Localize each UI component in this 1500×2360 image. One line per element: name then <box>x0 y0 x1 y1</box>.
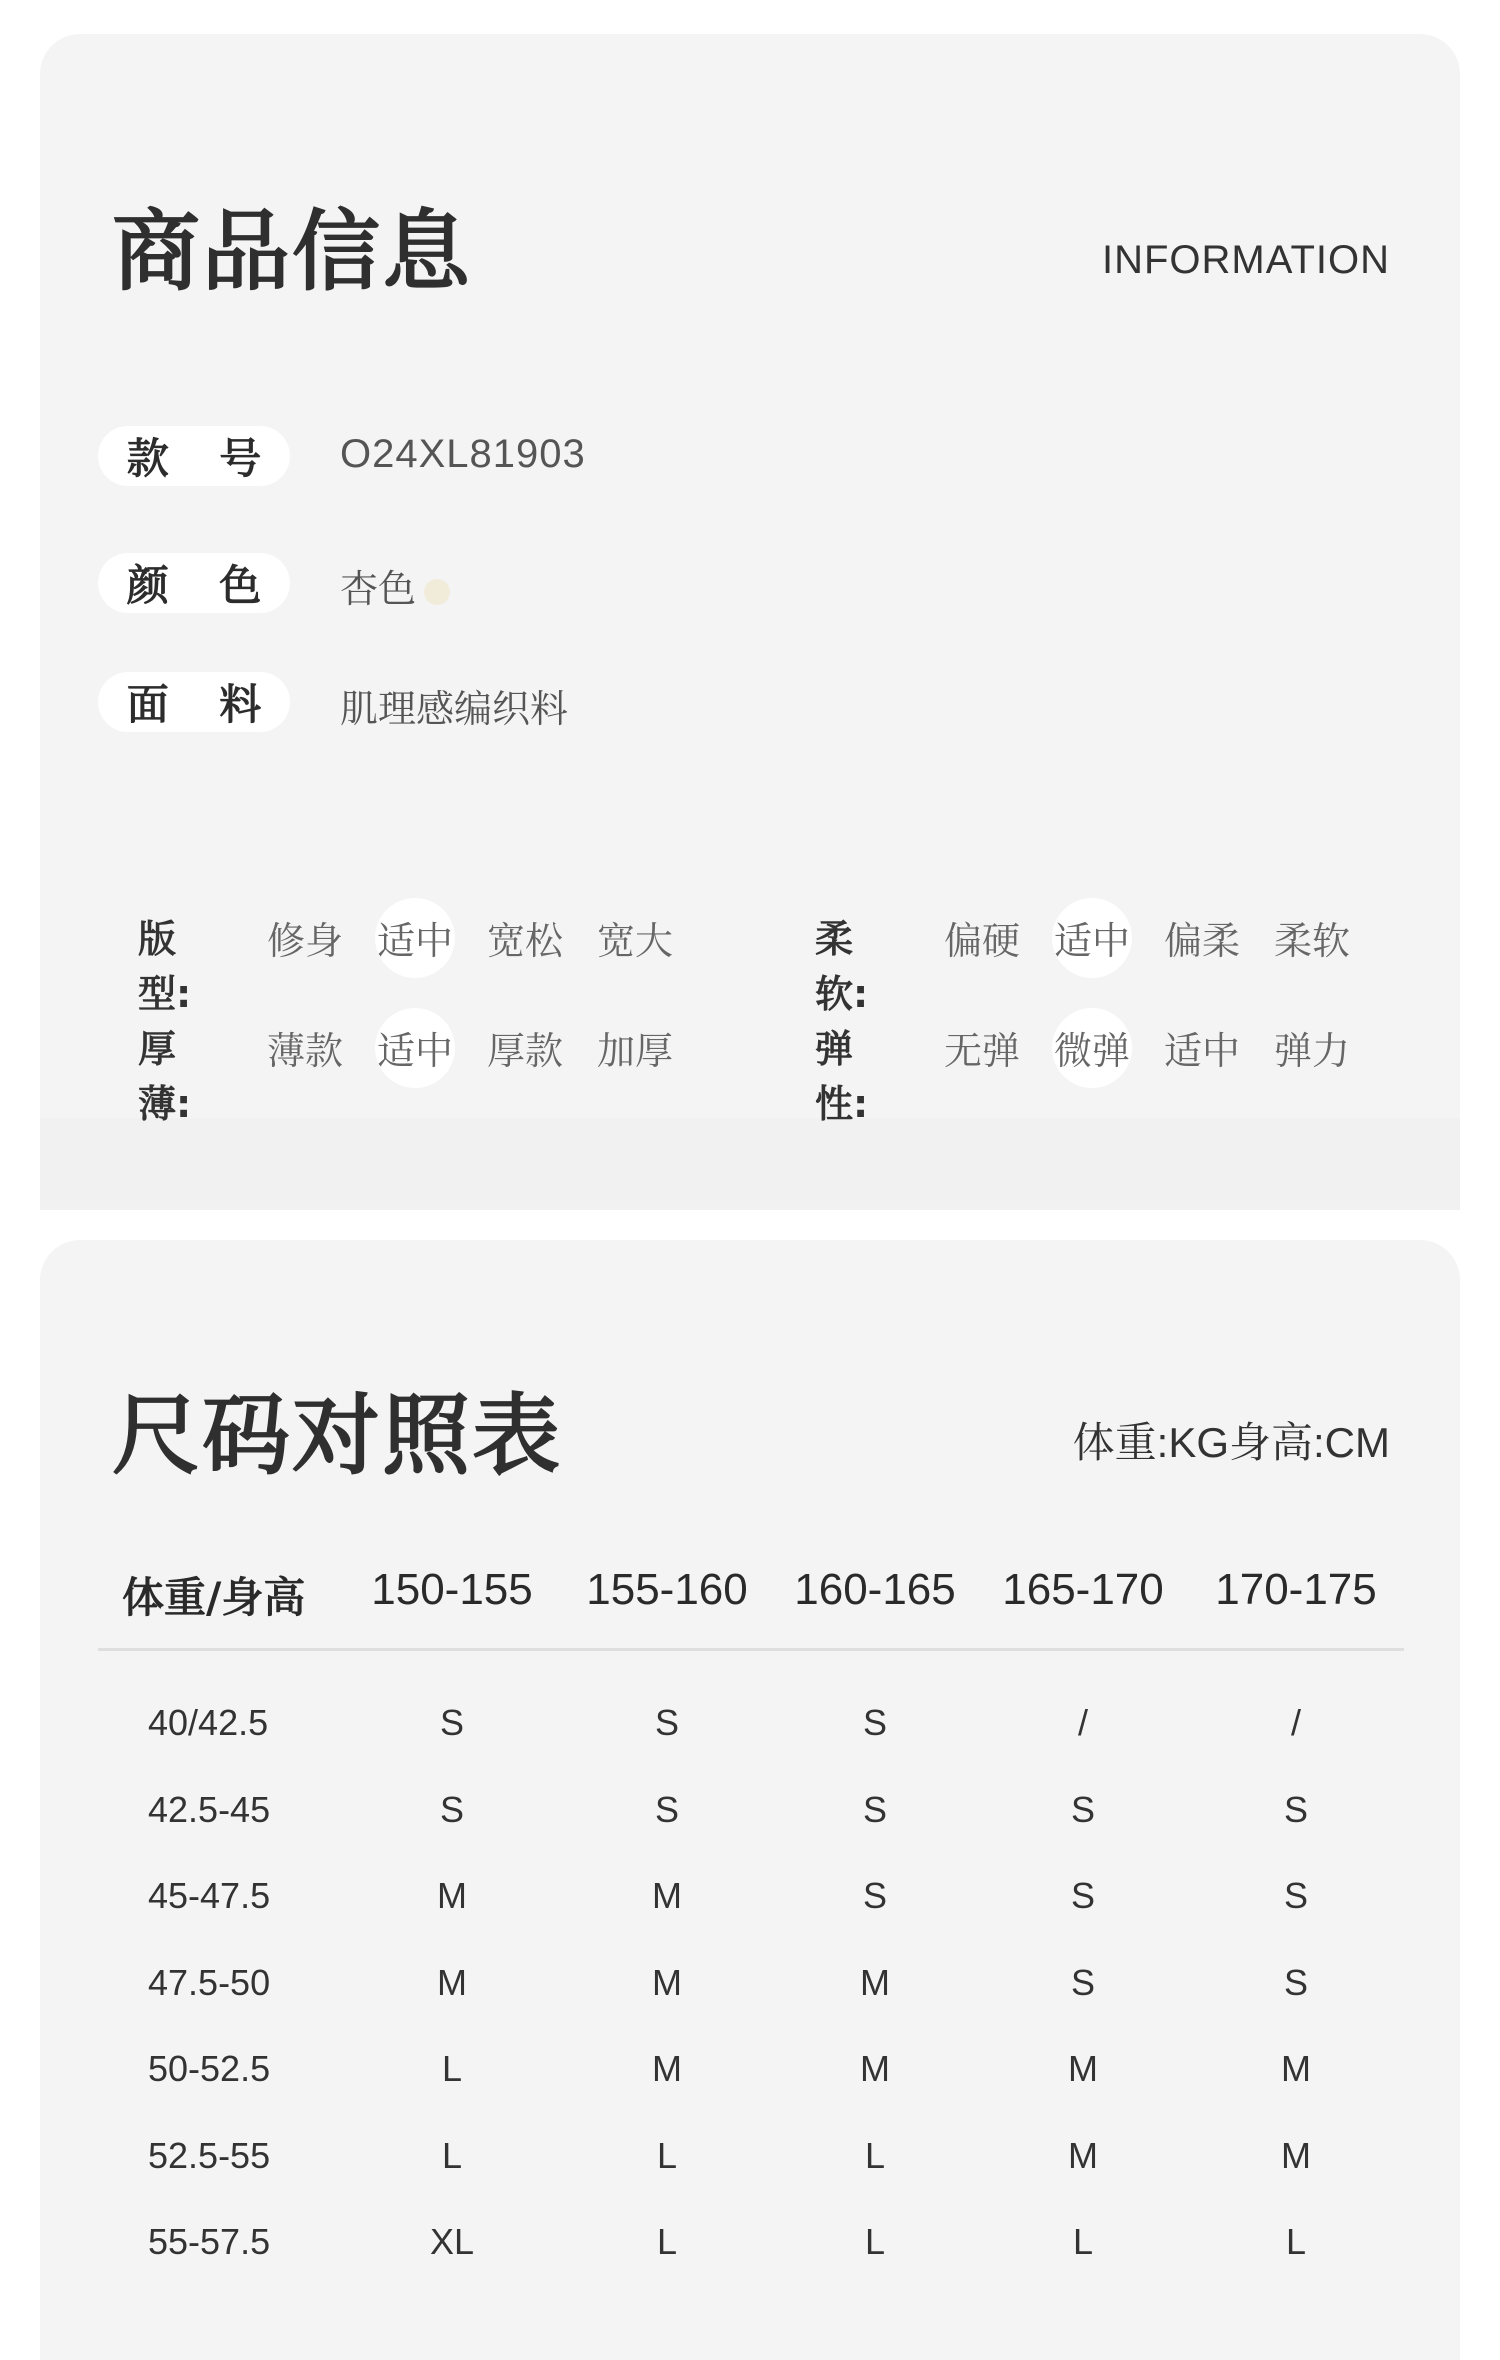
card-footer-band <box>40 1118 1460 1210</box>
size-cell: S <box>439 1788 464 1830</box>
attribute-option <box>1157 1020 1247 1075</box>
attribute-option <box>590 910 680 965</box>
size-cell: S <box>1283 1875 1308 1916</box>
size-cell: M <box>860 1961 890 2003</box>
size-cell: L <box>441 2048 463 2089</box>
fabric-value: 肌理感编织料 <box>340 687 569 731</box>
attribute-option <box>480 1020 570 1075</box>
product-info-title: 商品信息 <box>112 200 473 303</box>
height-range-header: 165-170 <box>1002 1565 1164 1614</box>
attribute-option-label: 修身 <box>266 919 343 963</box>
attribute-option <box>1267 910 1357 965</box>
attribute-option <box>1157 910 1247 965</box>
size-cell: M <box>1281 2134 1311 2176</box>
info-subtitle-en: INFORMATION <box>1101 238 1390 282</box>
size-cell: M <box>437 1961 467 2003</box>
size-cell: S <box>439 1702 464 1743</box>
size-cell: M <box>652 2048 682 2089</box>
header-divider <box>98 1648 1404 1651</box>
attribute-option-label: 适中 <box>376 1029 453 1073</box>
attribute-option-label: 微弹 <box>1053 1029 1130 1073</box>
size-cell: L <box>1072 2221 1094 2262</box>
attribute-option-label: 柔软 <box>1273 919 1350 963</box>
height-range-header: 170-175 <box>1215 1565 1377 1614</box>
attribute-option <box>260 910 350 965</box>
size-cell: M <box>1068 2048 1098 2089</box>
size-cell: M <box>652 1961 682 2003</box>
attribute-option-label: 适中 <box>376 919 453 963</box>
attribute-label: 弹性: <box>815 1027 869 1126</box>
size-cell: S <box>654 1788 679 1830</box>
attribute-option <box>480 910 570 965</box>
attribute-option-label: 宽松 <box>486 919 563 963</box>
size-cell: L <box>656 2221 678 2262</box>
attribute-label: 厚薄: <box>138 1027 192 1126</box>
attribute-option-label: 适中 <box>1053 919 1130 963</box>
height-range-header: 160-165 <box>794 1565 956 1614</box>
attribute-option-label: 薄款 <box>266 1029 343 1073</box>
size-cell: S <box>1070 1961 1095 2003</box>
size-chart-title: 尺码对照表 <box>112 1384 563 1487</box>
attribute-option-label: 加厚 <box>596 1029 673 1073</box>
style-number-label: 款 号 <box>98 426 290 486</box>
size-cell: S <box>1070 1875 1095 1916</box>
attribute-option <box>937 910 1027 965</box>
color-value: 杏色 <box>340 567 417 611</box>
height-range-header: 155-160 <box>586 1565 748 1614</box>
attribute-option-selected <box>1047 910 1137 965</box>
weight-range-cell: 45-47.5 <box>148 1875 271 1916</box>
attribute-option-selected <box>1047 1020 1137 1075</box>
attribute-option-label: 弹力 <box>1273 1029 1350 1073</box>
weight-range-cell: 40/42.5 <box>148 1702 269 1743</box>
attribute-option <box>260 1020 350 1075</box>
color-label: 颜 色 <box>98 553 290 613</box>
attribute-option-label: 偏柔 <box>1163 919 1240 963</box>
size-cell: M <box>652 1875 682 1916</box>
attribute-option-label: 无弹 <box>943 1029 1020 1073</box>
size-cell: S <box>862 1875 887 1916</box>
size-cell: M <box>437 1875 467 1916</box>
style-number-value: O24XL81903 <box>340 432 586 476</box>
size-unit-note: 体重:KG身高:CM <box>1072 1419 1390 1466</box>
size-cell: / <box>1077 1702 1088 1743</box>
size-cell: L <box>656 2134 678 2176</box>
attribute-option-label: 厚款 <box>486 1029 563 1073</box>
size-cell: M <box>1281 2048 1311 2089</box>
color-value-wrap <box>340 558 450 613</box>
weight-range-cell: 50-52.5 <box>148 2048 271 2089</box>
size-cell: S <box>1070 1788 1095 1830</box>
attribute-option-selected <box>370 910 460 965</box>
attribute-label: 柔软: <box>815 917 869 1016</box>
size-cell: S <box>1283 1961 1308 2003</box>
table-corner-header: 体重/身高 <box>122 1573 306 1622</box>
size-cell: L <box>441 2134 463 2176</box>
attribute-option-label: 适中 <box>1163 1029 1240 1073</box>
attribute-option-label: 偏硬 <box>943 919 1020 963</box>
attribute-option-label: 宽大 <box>596 919 673 963</box>
size-cell: M <box>860 2048 890 2089</box>
weight-range-cell: 52.5-55 <box>148 2134 271 2176</box>
size-cell: L <box>864 2134 886 2176</box>
height-range-header: 150-155 <box>371 1565 533 1614</box>
size-cell: M <box>1068 2134 1098 2176</box>
size-cell: XL <box>429 2221 475 2262</box>
attribute-label: 版型: <box>138 917 192 1016</box>
size-cell: S <box>862 1702 887 1743</box>
size-cell: / <box>1290 1702 1301 1743</box>
weight-range-cell: 42.5-45 <box>148 1788 271 1830</box>
size-cell: S <box>862 1788 887 1830</box>
attribute-option-selected <box>370 1020 460 1075</box>
size-cell: S <box>1283 1788 1308 1830</box>
size-cell: L <box>864 2221 886 2262</box>
weight-range-cell: 55-57.5 <box>148 2221 271 2262</box>
attribute-option <box>1267 1020 1357 1075</box>
size-cell: L <box>1285 2221 1307 2262</box>
weight-range-cell: 47.5-50 <box>148 1961 271 2003</box>
attribute-option <box>937 1020 1027 1075</box>
color-swatch <box>424 579 450 605</box>
attribute-option <box>590 1020 680 1075</box>
size-cell: S <box>654 1702 679 1743</box>
fabric-label: 面 料 <box>98 672 290 732</box>
